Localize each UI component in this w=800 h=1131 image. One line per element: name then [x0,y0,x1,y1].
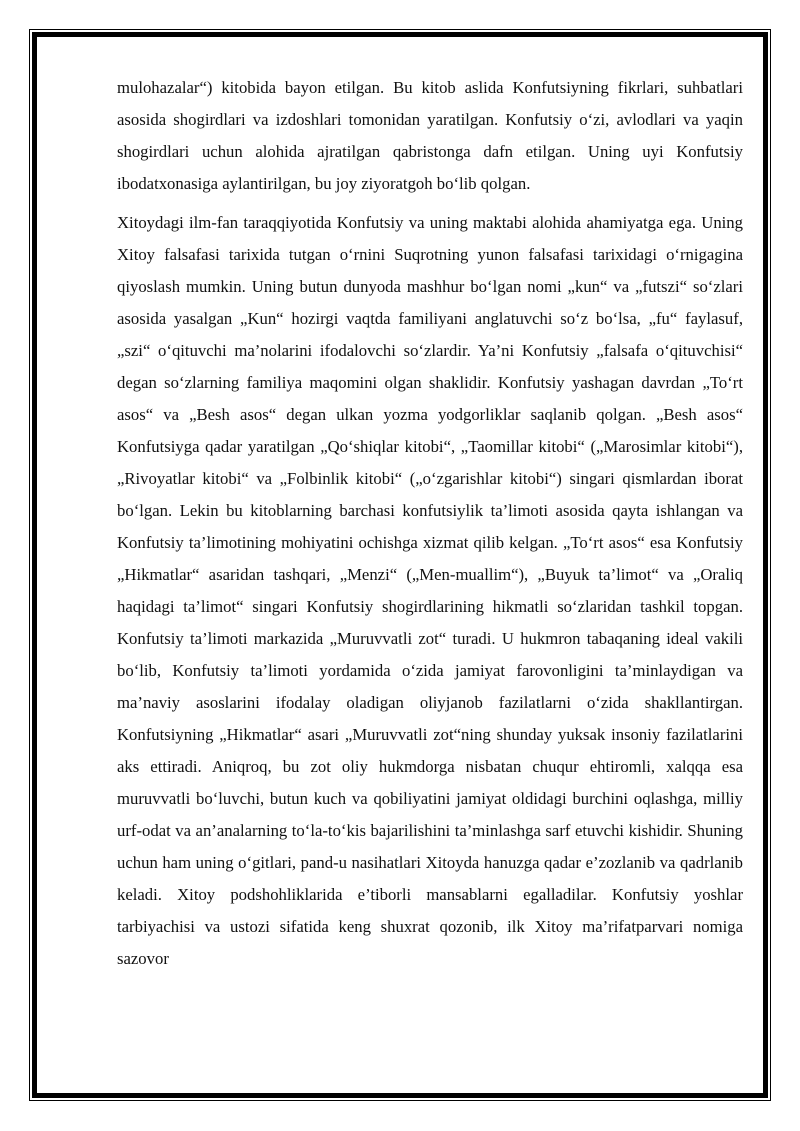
paragraph-2: Xitoydagi ilm-fan taraqqiyotida Konfutsiy va uning maktabi alohida ahamiyatga ega. Uning Xitoy falsafasi tarixida tutgan o‘rnini Suqrotning yunon falsafasi tarixidagi o‘rnigagina qiyoslash mumkin. Uning butun dunyoda mashhur bo‘lgan nomi „kun“ va „futszi“ so‘zlari asosida yasalgan „Kun“ hozirgi vaqtda familiyani anglatuvchi so‘z bo‘lsa, „fu“ faylasuf, „szi“ o‘qituvchi ma’nolarini ifodalovchi so‘zlardir. Ya’ni Konfutsiy „falsafa o‘qituvchisi“ degan so‘zlarning familiya maqomini olgan shaklidir. Konfutsiy yashagan davrdan „To‘rt asos“ va „Besh asos“ degan ulkan yozma yodgorliklar saqlanib qolgan. „Besh asos“ Konfutsiyga qadar yaratilgan „Qo‘shiqlar kitobi“, „Taomillar kitobi“ („Marosimlar kitobi“), „Rivoyatlar kitobi“ va „Folbinlik kitobi“ („o‘zgarishlar kitobi“) singari qismlardan iborat bo‘lgan. Lekin bu kitoblarning barchasi konfutsiylik ta’limoti asosida qayta ishlangan va Konfutsiy ta’limotining mohiyatini ochishga xizmat qilib kelgan. „To‘rt asos“ esa Konfutsiy „Hikmatlar“ asaridan tashqari, „Menzi“ („Men-muallim“), „Buyuk ta’limot“ va „Oraliq haqidagi ta’limot“ singari Konfutsiy shogirdlarining hikmatli so‘zlaridan tashkil topgan. Konfutsiy ta’limoti markazida „Muruvvatli zot“ turadi. U hukmron tabaqaning ideal vakili bo‘lib, Konfutsiy ta’limoti yordamida o‘zida jamiyat farovonligini ta’minlaydigan va ma’naviy asoslarini ifodalay oladigan oliyjanob fazilatlarni o‘zida shakllantirgan. Konfutsiyning „Hikmatlar“ asari „Muruvvatli zot“ning shunday yuksak insoniy fazilatlarini aks ettiradi. Aniqroq, bu zot oliy hukmdorga nisbatan chuqur ehtiromli, xalqqa esa muruvvatli bo‘luvchi, butun kuch va qobiliyatini jamiyat oldidagi burchini oqlashga, milliy urf-odat va an’analarning to‘la-to‘kis bajarilishini ta’minlashga sarf etuvchi kishidir. Shuning uchun ham uning o‘gitlari, pand-u nasihatlari Xitoyda hanuzga qadar e’zozlanib va qadrlanib keladi. Xitoy podshohliklarida e’tiborli mansablarni egalladilar. Konfutsiy yoshlar tarbiyachisi va ustozi sifatida keng shuxrat qozonib, ilk Xitoy ma’rifatparvari nomiga sazovor [117,213,743,968]
document-body [117,72,743,975]
paragraph-1: mulohazalar“) kitobida bayon etilgan. Bu kitob aslida Konfutsiyning fikrlari, suhbatlari asosida shogirdlari va izdoshlari tomonidan yaratilgan. Konfutsiy o‘zi, avlodlari va yaqin shogirdlari uchun alohida ajratilgan qabristonga dafn etilgan. Uning uyi Konfutsiy ibodatxonasiga aylantirilgan, bu joy ziyoratgoh bo‘lib qolgan. [117,78,743,193]
